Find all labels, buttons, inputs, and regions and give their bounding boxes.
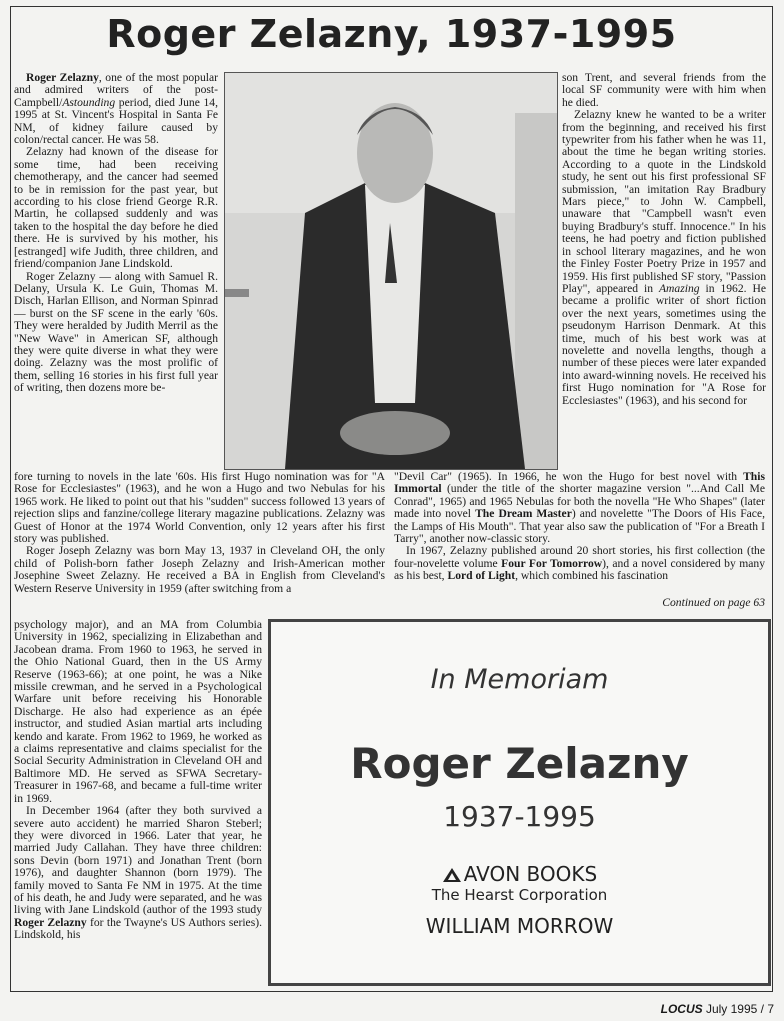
column-left-bottom <box>14 619 262 942</box>
avon-logo-icon <box>442 864 462 880</box>
author-photo <box>224 72 558 470</box>
memorial-ad <box>268 619 771 986</box>
paragraph: psychology major), and an MA from Columbia University in 1962, specializing in Elizabethan and Jacobean drama. From 1960 to 1963, he served in the Ohio National Guard, then in the US Army Reserve (1963-66); at one point, he was a Nike missile crewman, and he served in a Psychological Warfare unit before receiving his Honorable Discharge. He also had experience as an épée instructor, and studied Asian martial arts including kendo and karate. From 1962 to 1969, he worked as a claims representative and claims specialist for the Social Security Administration in Cleveland OH and Baltimore MD. He served as SFWA Secretary-Treasurer in 1967-68, and became a full-time writer in 1969. <box>14 618 262 805</box>
paragraph: Roger Zelazny — along with Samuel R. Delany, Ursula K. Le Guin, Thomas M. Disch, Harlan Ellison, and Norman Spinrad — burst on the SF scene in the early '60s. They were heralded by Judith Merril as the "New Wave" in American SF, although they were quite diverse in what they were doing. Zelazny was the most prolific of them, selling 16 stories in his first full year of writing, then dozens more be- <box>14 269 218 395</box>
paragraph: In December 1964 (after they both survived a severe auto accident) he married Sharon Steberl; they were divorced in 1966. Later that year, he married Judy Callahan. They have three children: sons Devin (born 1971) and Jonathan Trent (born 1976), and daughter Shannon (born 1979). The family moved to Santa Fe NM in 1975. At the time of his death, he and Judy were separated, and he was living with Jane Lindskold (author of the 1993 study Roger Zelazny for the Twayne's US Authors series). Lindskold, his <box>14 804 262 942</box>
paragraph: "Devil Car" (1965). In 1966, he won the Hugo for best novel with This Immortal (under the title of the shorter magazine version "...And Call Me Conrad", 1965) and 1965 Nebulas for both the novella "He Who Shapes" (later made into novel The Dream Master) and novelette "The Doors of His Face, the Lamps of His Mouth". That year also saw the publication of "For a Breath I Tarry", another now-classic story. <box>394 470 765 546</box>
ad-publisher-morrow: WILLIAM MORROW <box>425 914 614 938</box>
paragraph: In 1967, Zelazny published around 20 short stories, his first collection (the four-novelette volume Four For Tomorrow), and a novel considered by many as his best, Lord of Light, which combined his fascination <box>394 544 765 583</box>
ad-name: Roger Zelazny <box>350 739 689 788</box>
column-wide-right <box>394 471 765 583</box>
ad-publisher-avon-label: AVON BOOKS <box>463 862 598 886</box>
paragraph: fore turning to novels in the late '60s. His first Hugo nomination was for "A Rose for Ecclesiastes" (1963), and he won a Hugo and two Nebulas for his 1965 work. He liked to point out that his "sudden" success followed 13 years of rejection slips and fanzine/college literary magazine publications. Zelazny was Guest of Honor at the 1974 World Convention, only 12 years after his first story was published. <box>14 470 385 546</box>
footer-issue: July 1995 / 7 <box>705 1002 774 1016</box>
paragraph: son Trent, and several friends from the local SF community were with him when he died. <box>562 71 766 109</box>
headline: Roger Zelazny, 1937-1995 <box>106 12 677 56</box>
ad-publisher-avon <box>271 862 768 886</box>
paragraph: Zelazny had known of the disease for some time, had been receiving chemotherapy, and the cancer had seemed to be in remission for the past year, but according to his close friend George R.R. Martin, he collapsed suddenly and was taken to the hospital the day before he died there. He is survived by his mother, his [estranged] wife Judith, three children, and friend/companion Jane Lindskold. <box>14 145 218 271</box>
continued-note: Continued on page 63 <box>662 596 765 609</box>
ad-memoriam: In Memoriam <box>430 664 609 695</box>
paragraph: Roger Zelazny, one of the most popular and admired writers of the post-Campbell/Astounding period, died June 14, 1995 at St. Vincent's Hospital in Santa Fe NM, of kidney failure caused by colon/rectal cancer. He was 58. <box>14 71 218 147</box>
footer-magazine: LOCUS <box>660 1002 703 1016</box>
page-footer <box>560 1002 774 1016</box>
column-right-top <box>562 72 766 407</box>
column-wide-left <box>14 471 385 595</box>
ad-publisher-sub: The Hearst Corporation <box>431 886 608 904</box>
paragraph: Roger Joseph Zelazny was born May 13, 1937 in Cleveland OH, the only child of Polish-born father Joseph Zelazny and Irish-American mother Josephine Sweet Zelazny. He received a BA in English from Cleveland's Western Reserve University in 1959 (after switching from a <box>14 544 385 595</box>
paragraph: Zelazny knew he wanted to be a writer from the beginning, and received his first typewriter from his father when he was 11, about the time he began writing stories. According to a quote in the Lindskold study, he sent out his first professional SF submission, "an imitation Ray Bradbury Mars piece," to John W. Campbell, unaware that "Campbell wasn't even buying Bradbury's stuff. Innocence." In his teens, he had poetry and fiction published in school literary magazines, and he won the Finley Foster Poetry Prize in 1957 and 1959. His first published SF story, "Passion Play", appeared in Amazing in 1962. He became a prolific writer of short fiction over the next years, sometimes using the pseudonym Harrison Denmark. At this time, much of his best work was at novelette and novella lengths, though a number of these pieces were later expanded into award-winning novels. He received his first Hugo nomination for "A Rose for Ecclesiastes" (1963), and his second for <box>562 108 766 407</box>
column-left-top <box>14 72 218 395</box>
ad-years: 1937-1995 <box>443 800 596 833</box>
